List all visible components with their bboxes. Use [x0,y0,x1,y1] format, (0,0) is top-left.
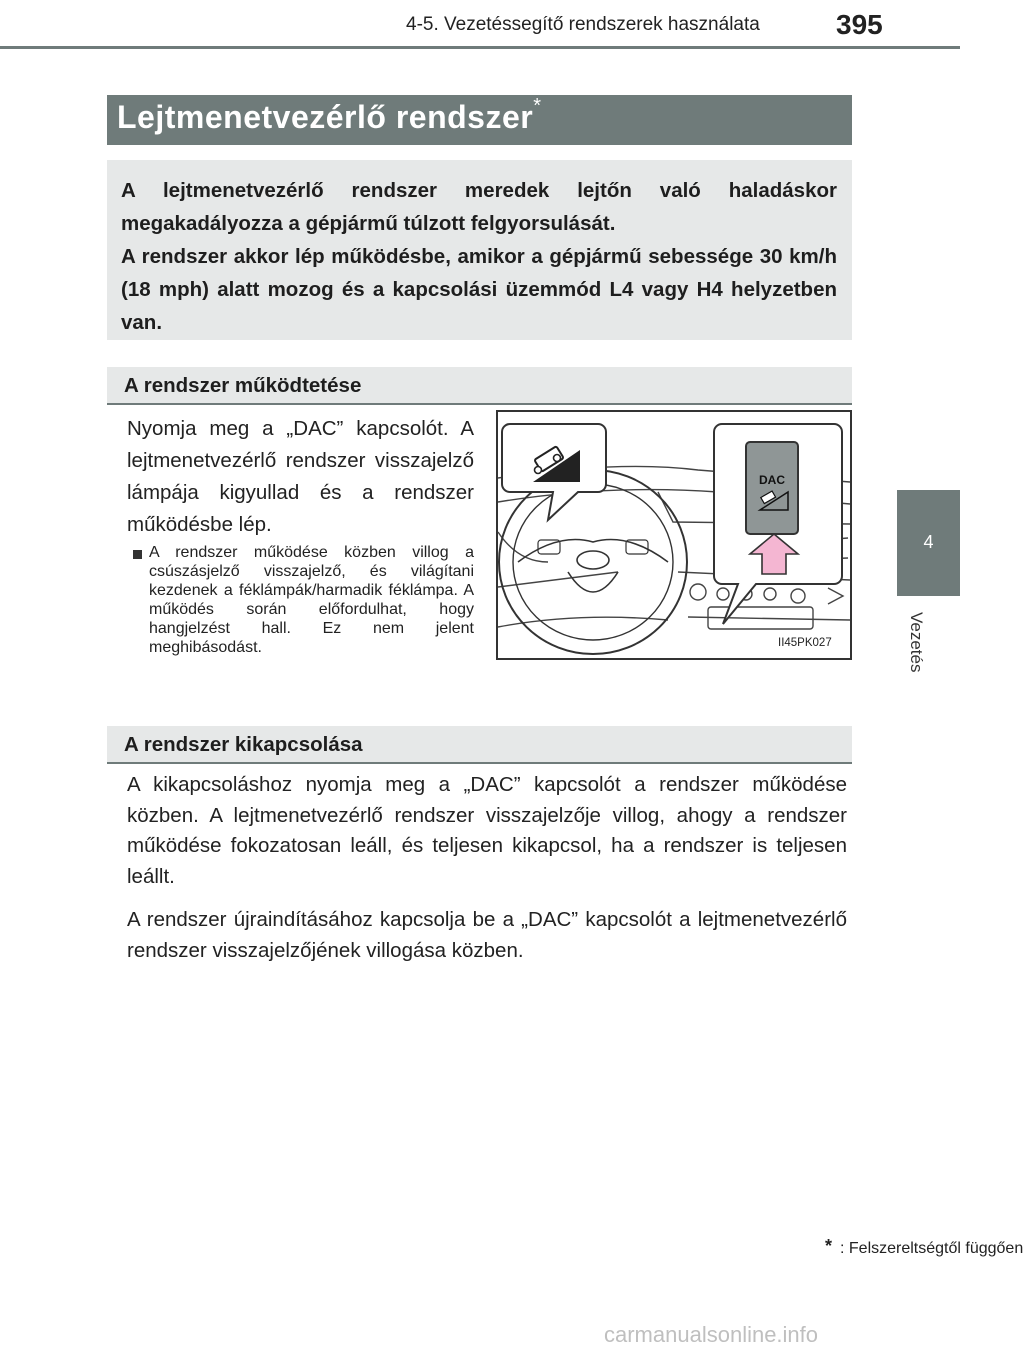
page-title [117,95,542,136]
intro-paragraph-1: A lejtmenetvezérlő rendszer meredek lejtőn való haladáskor megakadályozza a gépjármű túlzott felgyorsulását. [121,179,837,235]
dac-figure [496,410,852,660]
footnote-marker: * [825,1236,833,1256]
dac-switch-icon [746,442,798,534]
title-marker: * [533,95,542,118]
section-heading-operation-text: A rendszer működtetése [124,374,362,397]
page-number: 395 [836,9,883,40]
footnote-text: : Felszereltségtől függően [840,1240,1023,1257]
section-heading-disable-text: A rendszer kikapcsolása [124,733,363,756]
running-header: 4-5. Vezetéssegítő rendszerek használata [406,14,760,35]
chapter-label: Vezetés [907,612,926,673]
page-title-text: Lejtmenetvezérlő rendszer [117,99,534,135]
steering-wheel-icon [499,470,687,654]
dac-callout [714,424,842,624]
figure-caption: II45PK027 [778,637,832,649]
operation-paragraph: Nyomja meg a „DAC” kapcsolót. A lejtmenetvezérlő rendszer visszajelző lámpája kigyullad és a rendszer működésbe lép. [127,417,474,536]
intro-paragraph-2: A rendszer akkor lép működésbe, amikor a gépjármű sebessége 30 km/h (18 mph) alatt mozog és a kapcsolási üzemmód L4 vagy H4 helyzetben van. [121,245,837,334]
note-bullet [133,550,142,559]
disable-paragraph-2: A rendszer újraindításához kapcsolja be a „DAC” kapcsolót a lejtmenetvezérlő rendszer visszajelzőjének villogása közben. [127,908,847,962]
disable-paragraph-1: A kikapcsoláshoz nyomja meg a „DAC” kapcsolót a rendszer működése közben. A lejtmenetvezérlő rendszer visszajelzője villog, ahogy a rendszer működése fokozatosan leáll, és teljesen kikapcsol, ha a rendszer is teljesen leállt. [127,773,847,888]
chapter-number: 4 [923,532,934,552]
watermark: carmanualsonline.info [604,1322,819,1347]
dac-switch-label: DAC [759,473,785,487]
dac-illustration [498,412,850,658]
operation-note: A rendszer működése közben villog a csúszásjelző visszajelző, és világítani kezdenek a féklámpák/harmadik féklámpa. A működés során előfordulhat, hogy hangjelzést hall. Ez nem jelent meghibásodást. [149,544,474,656]
header-divider [0,46,960,49]
